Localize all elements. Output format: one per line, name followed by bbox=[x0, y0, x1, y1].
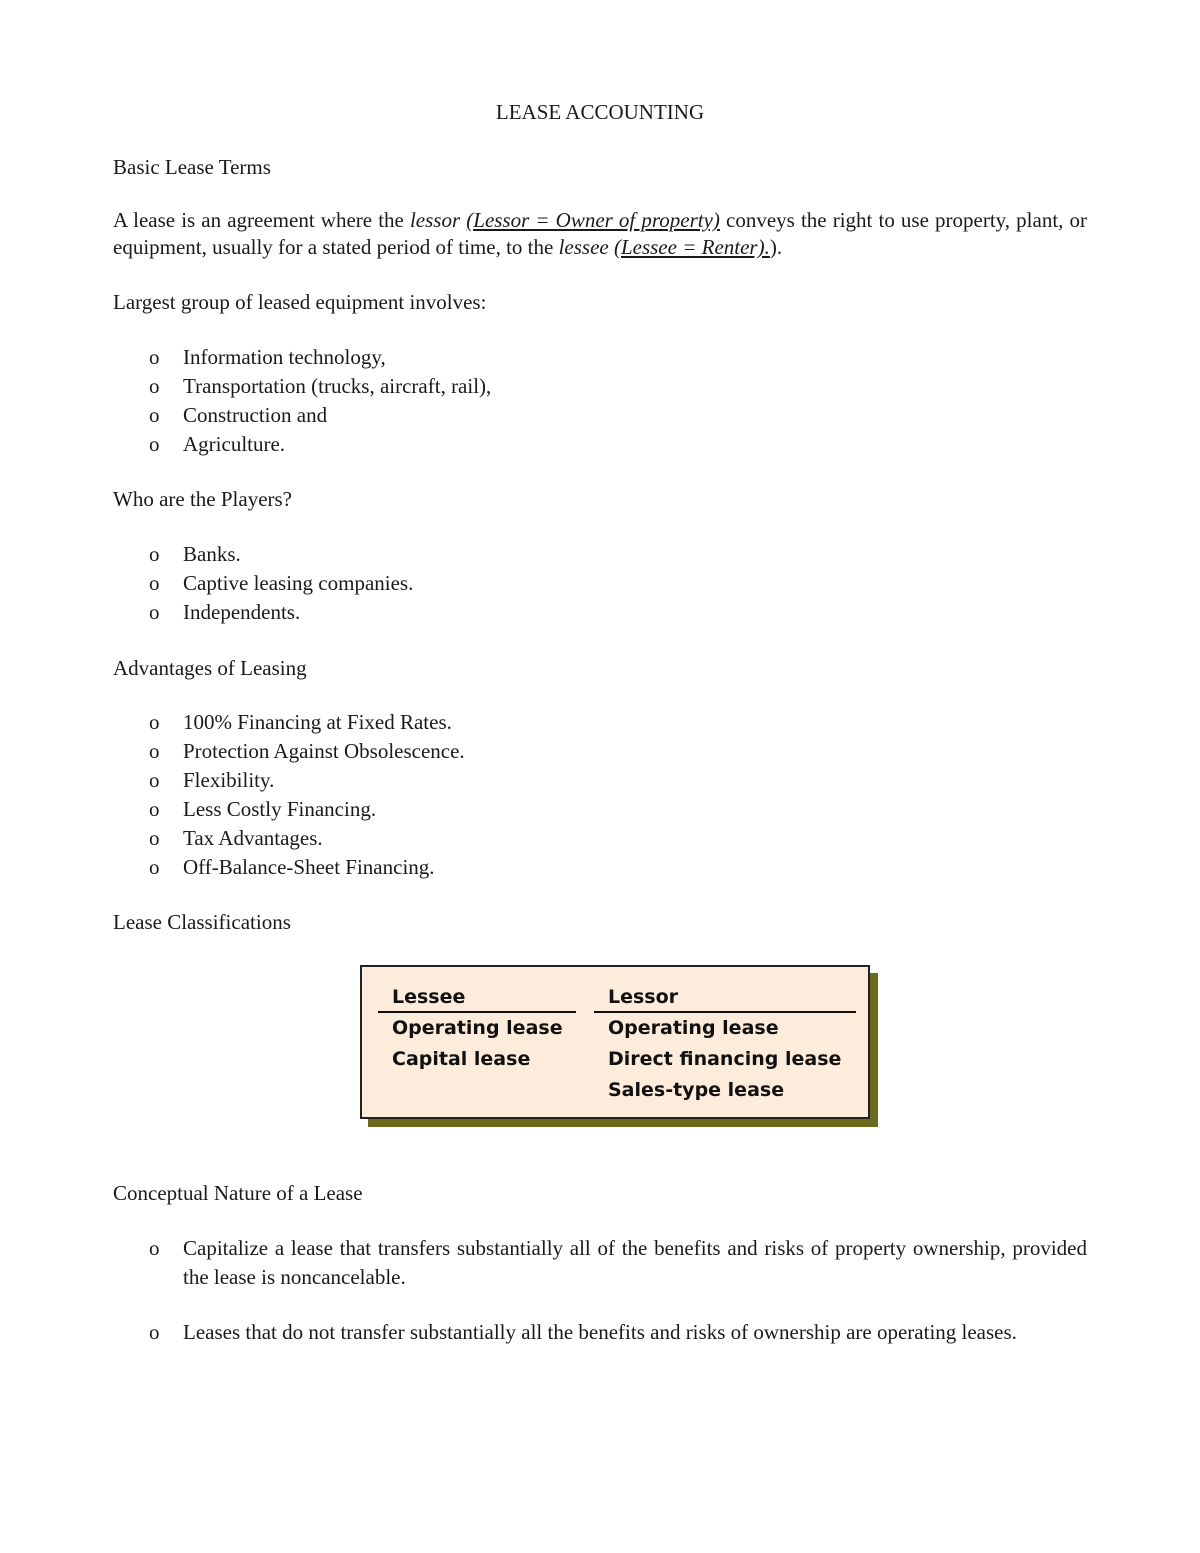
list-item: o Banks. bbox=[113, 540, 1087, 569]
bullet-icon: o bbox=[149, 1320, 160, 1344]
list-item: o Leases that do not transfer substantially all the benefits and risks of ownership are operating leases. bbox=[113, 1318, 1087, 1347]
players-heading: Who are the Players? bbox=[113, 487, 293, 511]
list-item: o 100% Financing at Fixed Rates. bbox=[113, 708, 1087, 737]
bullet-icon: o bbox=[149, 739, 160, 763]
bullet-icon: o bbox=[149, 403, 160, 427]
list-item: o Construction and bbox=[113, 401, 1087, 430]
bullet-icon: o bbox=[149, 855, 160, 879]
bullet-icon: o bbox=[149, 571, 160, 595]
list-item: o Less Costly Financing. bbox=[113, 795, 1087, 824]
equipment-list bbox=[113, 343, 1087, 459]
lease-classification-table bbox=[360, 965, 872, 1121]
bullet-icon: o bbox=[149, 710, 160, 734]
list-item: o Information technology, bbox=[113, 343, 1087, 372]
list-item: o Off-Balance-Sheet Financing. bbox=[113, 853, 1087, 882]
advantages-heading: Advantages of Leasing bbox=[113, 656, 307, 680]
definition-text-3: ). bbox=[769, 235, 783, 259]
basic-terms-heading: Basic Lease Terms bbox=[113, 155, 271, 179]
players-list bbox=[113, 540, 1087, 627]
bullet-icon: o bbox=[149, 432, 160, 456]
bullet-icon: o bbox=[149, 768, 160, 792]
table-cell: Operating lease bbox=[608, 1017, 779, 1039]
equipment-heading: Largest group of leased equipment involves: bbox=[113, 290, 487, 314]
list-item: o Agriculture. bbox=[113, 430, 1087, 459]
list-item: o Tax Advantages. bbox=[113, 824, 1087, 853]
bullet-icon: o bbox=[149, 345, 160, 369]
table-box bbox=[360, 965, 870, 1119]
bullet-icon: o bbox=[149, 826, 160, 850]
table-cell: Direct financing lease bbox=[608, 1048, 842, 1070]
lessee-term: lessee bbox=[558, 235, 609, 259]
list-item: o Independents. bbox=[113, 598, 1087, 627]
lessee-definition: (Lessee = Renter). bbox=[613, 235, 770, 259]
lessor-header: Lessor bbox=[594, 983, 856, 1013]
list-item: o Flexibility. bbox=[113, 766, 1087, 795]
advantages-list bbox=[113, 708, 1087, 882]
definition-text-2: conveys the right to use property, plant, or equipment, usually for a stated period of time, to the bbox=[113, 208, 1087, 259]
list-item: o Capitalize a lease that transfers substantially all of the benefits and risks of property ownership, provided the lease is noncancelable. bbox=[149, 1236, 1087, 1289]
list-item: o Protection Against Obsolescence. bbox=[113, 737, 1087, 766]
table-cell: Sales-type lease bbox=[608, 1079, 785, 1101]
table-cell: Operating lease bbox=[392, 1017, 563, 1039]
bullet-icon: o bbox=[149, 542, 160, 566]
lessor-definition: (Lessor = Owner of property) bbox=[466, 208, 720, 232]
bullet-icon: o bbox=[149, 600, 160, 624]
table-cell: Capital lease bbox=[392, 1048, 531, 1070]
lessee-header: Lessee bbox=[378, 983, 576, 1013]
document-title: LEASE ACCOUNTING bbox=[495, 100, 705, 124]
lease-definition-paragraph bbox=[113, 207, 1087, 261]
classifications-heading: Lease Classifications bbox=[113, 910, 291, 934]
list-item: o Transportation (trucks, aircraft, rail), bbox=[113, 372, 1087, 401]
lessor-column bbox=[594, 983, 856, 1106]
conceptual-heading: Conceptual Nature of a Lease bbox=[113, 1181, 363, 1205]
bullet-icon: o bbox=[149, 797, 160, 821]
definition-text-1: A lease is an agreement where the bbox=[113, 208, 410, 232]
bullet-icon: o bbox=[149, 1236, 160, 1260]
list-item: o Captive leasing companies. bbox=[113, 569, 1087, 598]
lessor-term: lessor bbox=[409, 208, 461, 232]
bullet-icon: o bbox=[149, 374, 160, 398]
conceptual-list bbox=[113, 1234, 1087, 1373]
lessee-column bbox=[378, 983, 576, 1075]
